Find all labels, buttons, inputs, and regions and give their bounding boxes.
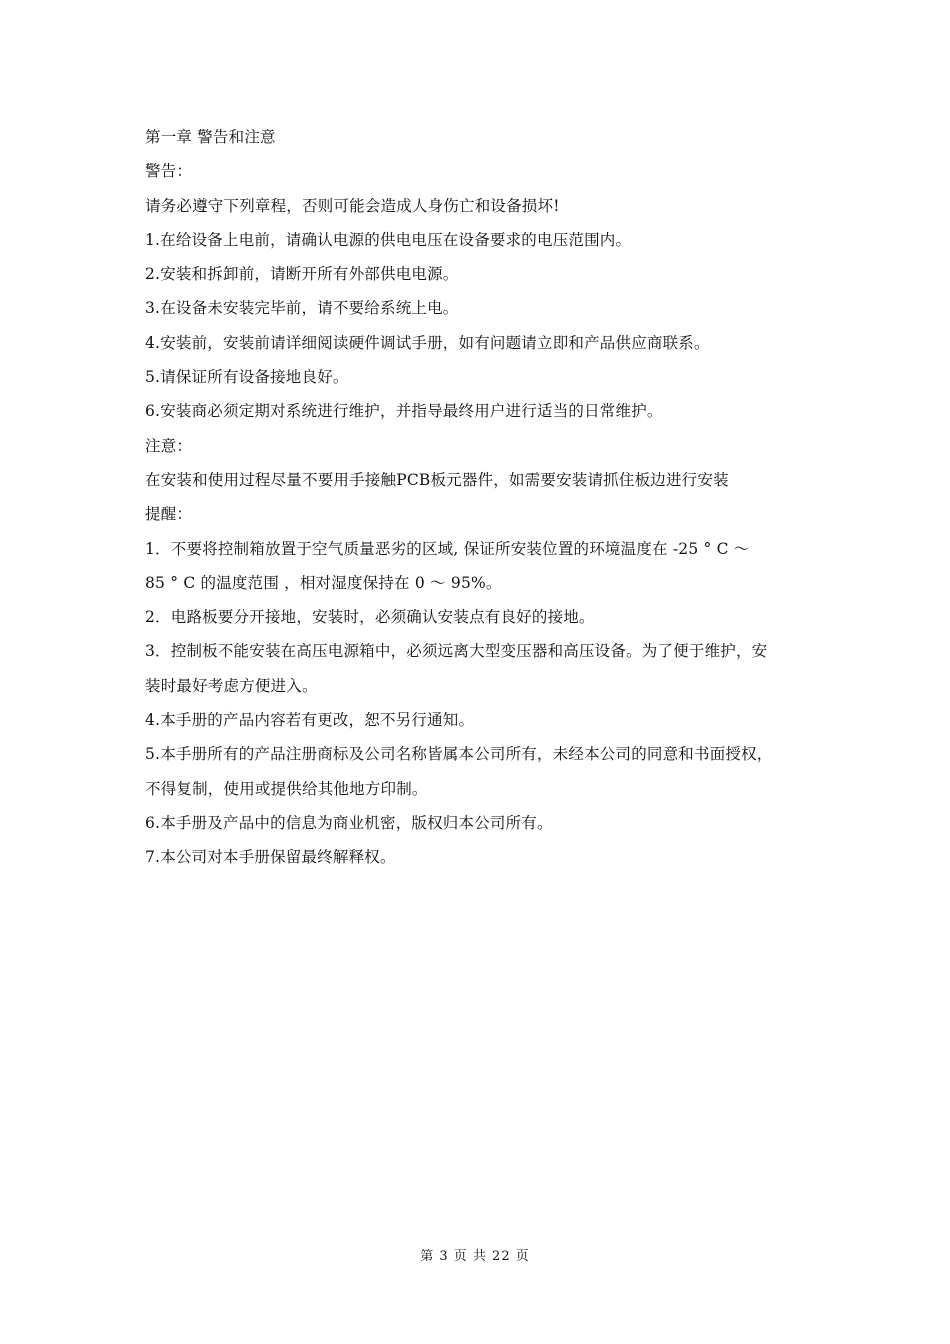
reminder-item-2: 2．电路板要分开接地，安装时，必须确认安装点有良好的接地。 [145, 608, 595, 627]
reminder-item-7: 7.本公司对本手册保留最终解释权。 [145, 848, 396, 867]
chapter-title: 第一章 警告和注意 [145, 128, 276, 146]
reminder-item-3-line-2: 装时最好考虑方便进入。 [145, 676, 318, 695]
page-content [145, 120, 815, 875]
warning-item-5: 5.请保证所有设备接地良好。 [145, 368, 349, 387]
reminder-item-3-line-1: 3．控制板不能安装在高压电源箱中，必须远离大型变压器和高压设备。为了便于维护，安 [145, 642, 768, 661]
caution-text: 在安装和使用过程尽量不要用手接触PCB板元器件，如需要安装请抓住板边进行安装 [145, 470, 729, 489]
reminder-item-5-line-1: 5.本手册所有的产品注册商标及公司名称皆属本公司所有，未经本公司的同意和书面授权， [145, 745, 773, 764]
reminder-item-5-line-2: 不得复制，使用或提供给其他地方印制。 [145, 779, 428, 798]
caution-heading: 注意： [145, 436, 193, 455]
warning-item-2: 2.安装和拆卸前，请断开所有外部供电电源。 [145, 265, 459, 284]
warning-heading: 警告： [145, 162, 193, 181]
warning-item-1: 1.在给设备上电前，请确认电源的供电电压在设备要求的电压范围内。 [145, 230, 632, 249]
reminder-item-6: 6.本手册及产品中的信息为商业机密，版权归本公司所有。 [145, 813, 553, 832]
reminder-item-4: 4.本手册的产品内容若有更改，恕不另行通知。 [145, 711, 475, 730]
warning-item-4: 4.安装前，安装前请详细阅读硬件调试手册，如有问题请立即和产品供应商联系。 [145, 333, 710, 352]
page-footer: 第 3 页 共 22 页 [420, 1249, 530, 1264]
reminder-item-1-line-1: 1．不要将控制箱放置于空气质量恶劣的区域, 保证所安装位置的环境温度在 -25 ° C ～ [145, 539, 750, 558]
warning-item-6: 6.安装商必须定期对系统进行维护，并指导最终用户进行适当的日常维护。 [145, 402, 663, 421]
warning-item-3: 3.在设备未安装完毕前，请不要给系统上电。 [145, 299, 459, 318]
warning-intro: 请务必遵守下列章程，否则可能会造成人身伤亡和设备损坏! [145, 196, 560, 215]
reminder-heading: 提醒： [145, 505, 193, 524]
reminder-item-1-line-2: 85 ° C 的温度范围 ，相对湿度保持在 0 ～ 95%。 [145, 573, 502, 592]
